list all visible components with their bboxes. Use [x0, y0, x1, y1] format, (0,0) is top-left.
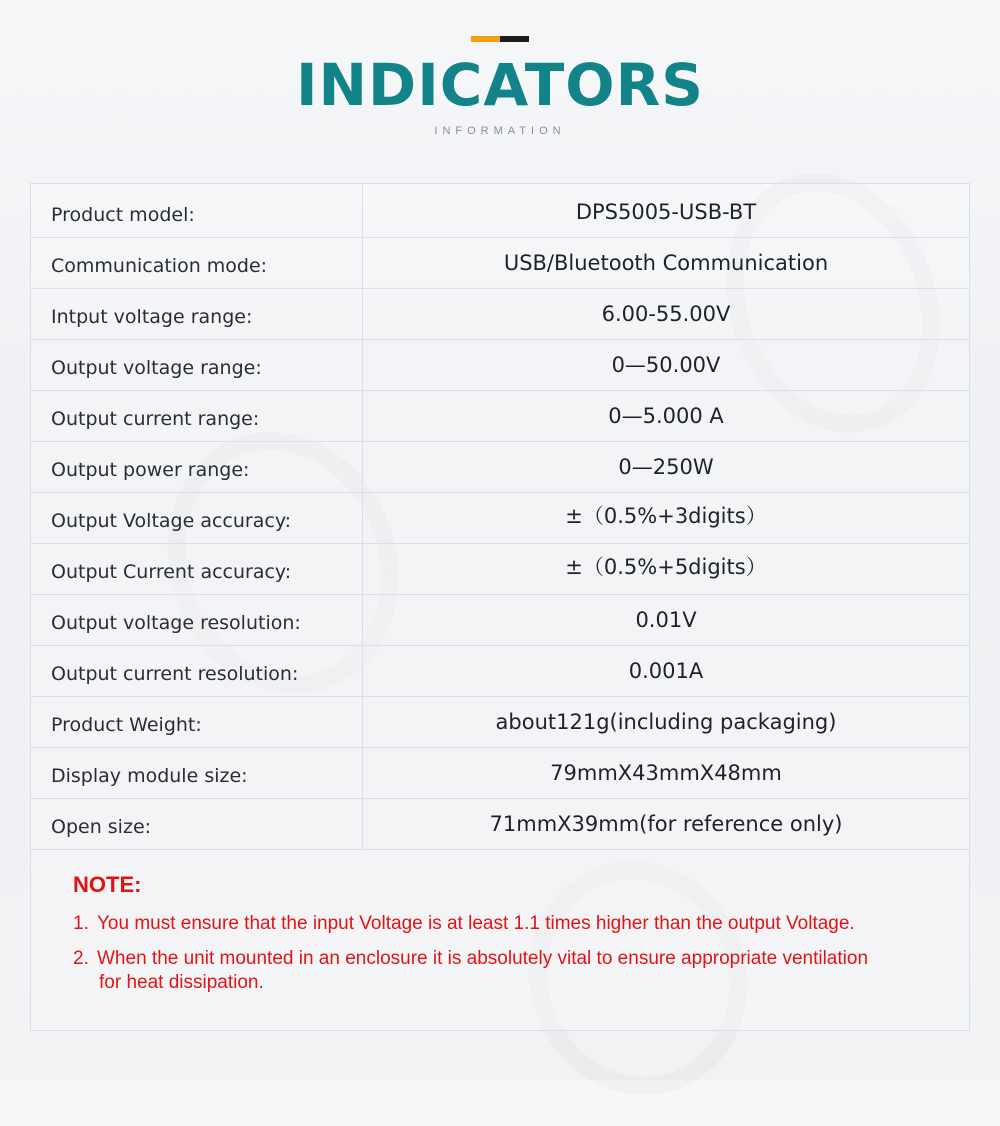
- spec-label: Product Weight:: [31, 697, 363, 747]
- spec-value: 0.001A: [628, 659, 704, 683]
- accent-orange: [471, 36, 500, 42]
- spec-label: Output voltage resolution:: [31, 595, 363, 645]
- title-accent-bar: [471, 36, 529, 42]
- spec-value: 6.00-55.00V: [601, 302, 731, 326]
- spec-label: Communication mode:: [31, 238, 363, 288]
- spec-row: [31, 442, 969, 493]
- spec-value: DPS5005-USB-BT: [575, 200, 757, 224]
- spec-row: [31, 289, 969, 340]
- spec-value: about121g(including packaging): [495, 710, 837, 734]
- spec-value: ±（0.5%+3digits）: [565, 504, 767, 528]
- spec-label: Output Voltage accuracy:: [31, 493, 363, 543]
- spec-value: 0—5.000 A: [608, 404, 724, 428]
- spec-row: [31, 544, 969, 595]
- accent-black: [500, 36, 529, 42]
- note-item-number: 2.: [73, 948, 89, 969]
- note-item-text: When the unit mounted in an enclosure it is absolutely vital to ensure appropriate ventilation: [97, 948, 869, 969]
- note-item-text: You must ensure that the input Voltage is at least 1.1 times higher than the output Voltage.: [97, 913, 855, 934]
- spec-value: 0—50.00V: [611, 353, 721, 377]
- spec-row: [31, 493, 969, 544]
- spec-row: [31, 238, 969, 289]
- spec-label: Output current resolution:: [31, 646, 363, 696]
- spec-label: Open size:: [31, 799, 363, 849]
- page-subtitle: INFORMATION: [434, 125, 566, 137]
- spec-row: [31, 646, 969, 697]
- spec-row: [31, 799, 969, 850]
- spec-value: USB/Bluetooth Communication: [503, 251, 829, 275]
- spec-label: Output voltage range:: [31, 340, 363, 390]
- spec-value: 71mmX39mm(for reference only): [489, 812, 843, 836]
- spec-value: ±（0.5%+5digits）: [565, 555, 767, 579]
- spec-row: [31, 697, 969, 748]
- note-item: [73, 947, 953, 995]
- spec-value: 0—250W: [618, 455, 714, 479]
- spec-table: [30, 183, 970, 850]
- note-item-text-continued: for heat dissipation.: [99, 972, 264, 993]
- spec-row: [31, 748, 969, 799]
- spec-value: 0.01V: [635, 608, 697, 632]
- spec-row: [31, 391, 969, 442]
- note-item: [73, 912, 953, 936]
- spec-label: Output power range:: [31, 442, 363, 492]
- spec-row: [31, 340, 969, 391]
- spec-label: Output Current accuracy:: [31, 544, 363, 594]
- spec-row: [31, 595, 969, 646]
- spec-label: Product model:: [31, 184, 363, 237]
- spec-label: Display module size:: [31, 748, 363, 798]
- note-title: NOTE:: [73, 872, 142, 897]
- page-title: INDICATORS: [295, 51, 705, 119]
- spec-row: [31, 184, 969, 238]
- spec-label: Intput voltage range:: [31, 289, 363, 339]
- note-box: [30, 849, 970, 1031]
- note-item-number: 1.: [73, 913, 89, 934]
- spec-value: 79mmX43mmX48mm: [550, 761, 782, 785]
- spec-label: Output current range:: [31, 391, 363, 441]
